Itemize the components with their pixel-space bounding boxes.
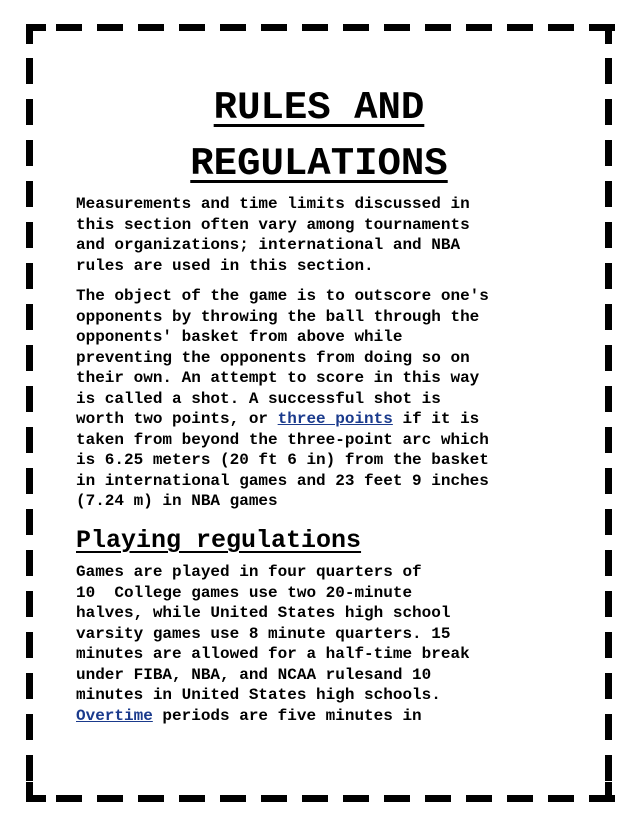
border-dash xyxy=(425,24,451,31)
border-dash xyxy=(26,263,33,289)
border-dash xyxy=(26,673,33,699)
text-line: if it is xyxy=(392,410,480,428)
border-dash xyxy=(605,427,612,453)
text-line: is called a shot. A successful shot is xyxy=(76,389,441,408)
border-dash xyxy=(605,755,612,781)
text-line: under FIBA, NBA, and NCAA rulesand 10 xyxy=(76,665,432,684)
border-dash xyxy=(605,468,612,494)
text-line: The object of the game is to outscore one's xyxy=(76,287,489,305)
border-dash xyxy=(138,795,164,802)
text-line: (7.24 m) in NBA games xyxy=(76,492,278,510)
three-points-link[interactable]: three points xyxy=(277,410,393,428)
text-line: opponents' basket from above while xyxy=(76,328,403,346)
border-dash xyxy=(605,509,612,535)
border-dash xyxy=(384,24,410,31)
border-dash xyxy=(507,795,533,802)
text-line: 10 College games use two 20-minute xyxy=(76,583,413,602)
text-line: Measurements and time limits discussed in xyxy=(76,195,470,213)
border-dash xyxy=(138,24,164,31)
border-dash xyxy=(548,795,574,802)
border-dash xyxy=(605,263,612,289)
playing-regulations-paragraph xyxy=(76,562,576,726)
border-dash xyxy=(26,591,33,617)
text-line: halves, while United States high school xyxy=(76,604,451,622)
border-dash xyxy=(56,24,82,31)
border-dash xyxy=(26,632,33,658)
border-dash xyxy=(261,795,287,802)
border-dash xyxy=(343,795,369,802)
border-dash xyxy=(26,755,33,781)
border-dash xyxy=(220,24,246,31)
border-dash xyxy=(343,24,369,31)
border-dash xyxy=(605,99,612,125)
border-dash xyxy=(548,24,574,31)
border-dash xyxy=(605,386,612,412)
border-dash xyxy=(589,24,615,31)
border-dash xyxy=(605,222,612,248)
border-dash xyxy=(466,795,492,802)
border-dash xyxy=(26,427,33,453)
border-dash xyxy=(605,140,612,166)
border-dash xyxy=(507,24,533,31)
border-dash xyxy=(26,345,33,371)
text-line: and organizations; international and NBA xyxy=(76,236,461,254)
border-dash xyxy=(26,140,33,166)
border-dash xyxy=(26,782,33,802)
border-dash xyxy=(589,795,615,802)
border-dash xyxy=(466,24,492,31)
border-dash xyxy=(26,24,33,44)
text-line: Games are played in four quarters of xyxy=(76,563,422,581)
border-dash xyxy=(56,795,82,802)
text-line: opponents by throwing the ball through the xyxy=(76,307,480,326)
border-dash xyxy=(605,550,612,576)
text-line: varsity games use 8 minute quarters. 15 xyxy=(76,624,451,643)
border-dash xyxy=(605,591,612,617)
text-line: rules are used in this section. xyxy=(76,256,374,275)
border-dash xyxy=(605,304,612,330)
border-dash xyxy=(261,24,287,31)
section-heading: Playing regulations xyxy=(76,526,362,555)
border-dash xyxy=(605,58,612,84)
border-dash xyxy=(97,24,123,31)
border-dash xyxy=(179,24,205,31)
border-dash xyxy=(605,673,612,699)
objective-paragraph xyxy=(76,286,576,512)
text-line: periods are five minutes in xyxy=(152,706,422,725)
text-line: worth two points, or xyxy=(76,410,278,428)
border-dash xyxy=(605,345,612,371)
border-dash xyxy=(26,468,33,494)
border-dash xyxy=(26,304,33,330)
text-line: taken from beyond the three-point arc which xyxy=(76,430,489,449)
text-line: minutes are allowed for a half-time break xyxy=(76,645,470,663)
border-dash xyxy=(26,386,33,412)
border-dash xyxy=(26,99,33,125)
page-title-line-1: RULES AND xyxy=(213,86,425,130)
overtime-link[interactable]: Overtime xyxy=(76,706,153,725)
border-dash xyxy=(26,550,33,576)
text-line: this section often vary among tournaments xyxy=(76,215,470,234)
border-dash xyxy=(605,632,612,658)
text-line: in international games and 23 feet 9 inches xyxy=(76,471,489,490)
page-title-line-2: REGULATIONS xyxy=(190,142,448,186)
border-dash xyxy=(425,795,451,802)
border-dash xyxy=(179,795,205,802)
intro-paragraph xyxy=(76,194,576,276)
border-dash xyxy=(302,24,328,31)
border-dash xyxy=(97,795,123,802)
text-line: minutes in United States high schools. xyxy=(76,686,441,704)
border-dash xyxy=(26,509,33,535)
border-dash xyxy=(605,181,612,207)
border-dash xyxy=(302,795,328,802)
text-line: their own. An attempt to score in this way xyxy=(76,369,480,387)
border-dash xyxy=(384,795,410,802)
border-dash xyxy=(26,181,33,207)
border-dash xyxy=(220,795,246,802)
text-line: is 6.25 meters (20 ft 6 in) from the basket xyxy=(76,451,489,469)
border-dash xyxy=(26,714,33,740)
border-dash xyxy=(26,222,33,248)
text-line: preventing the opponents from doing so on xyxy=(76,348,470,367)
border-dash xyxy=(605,714,612,740)
border-dash xyxy=(26,58,33,84)
